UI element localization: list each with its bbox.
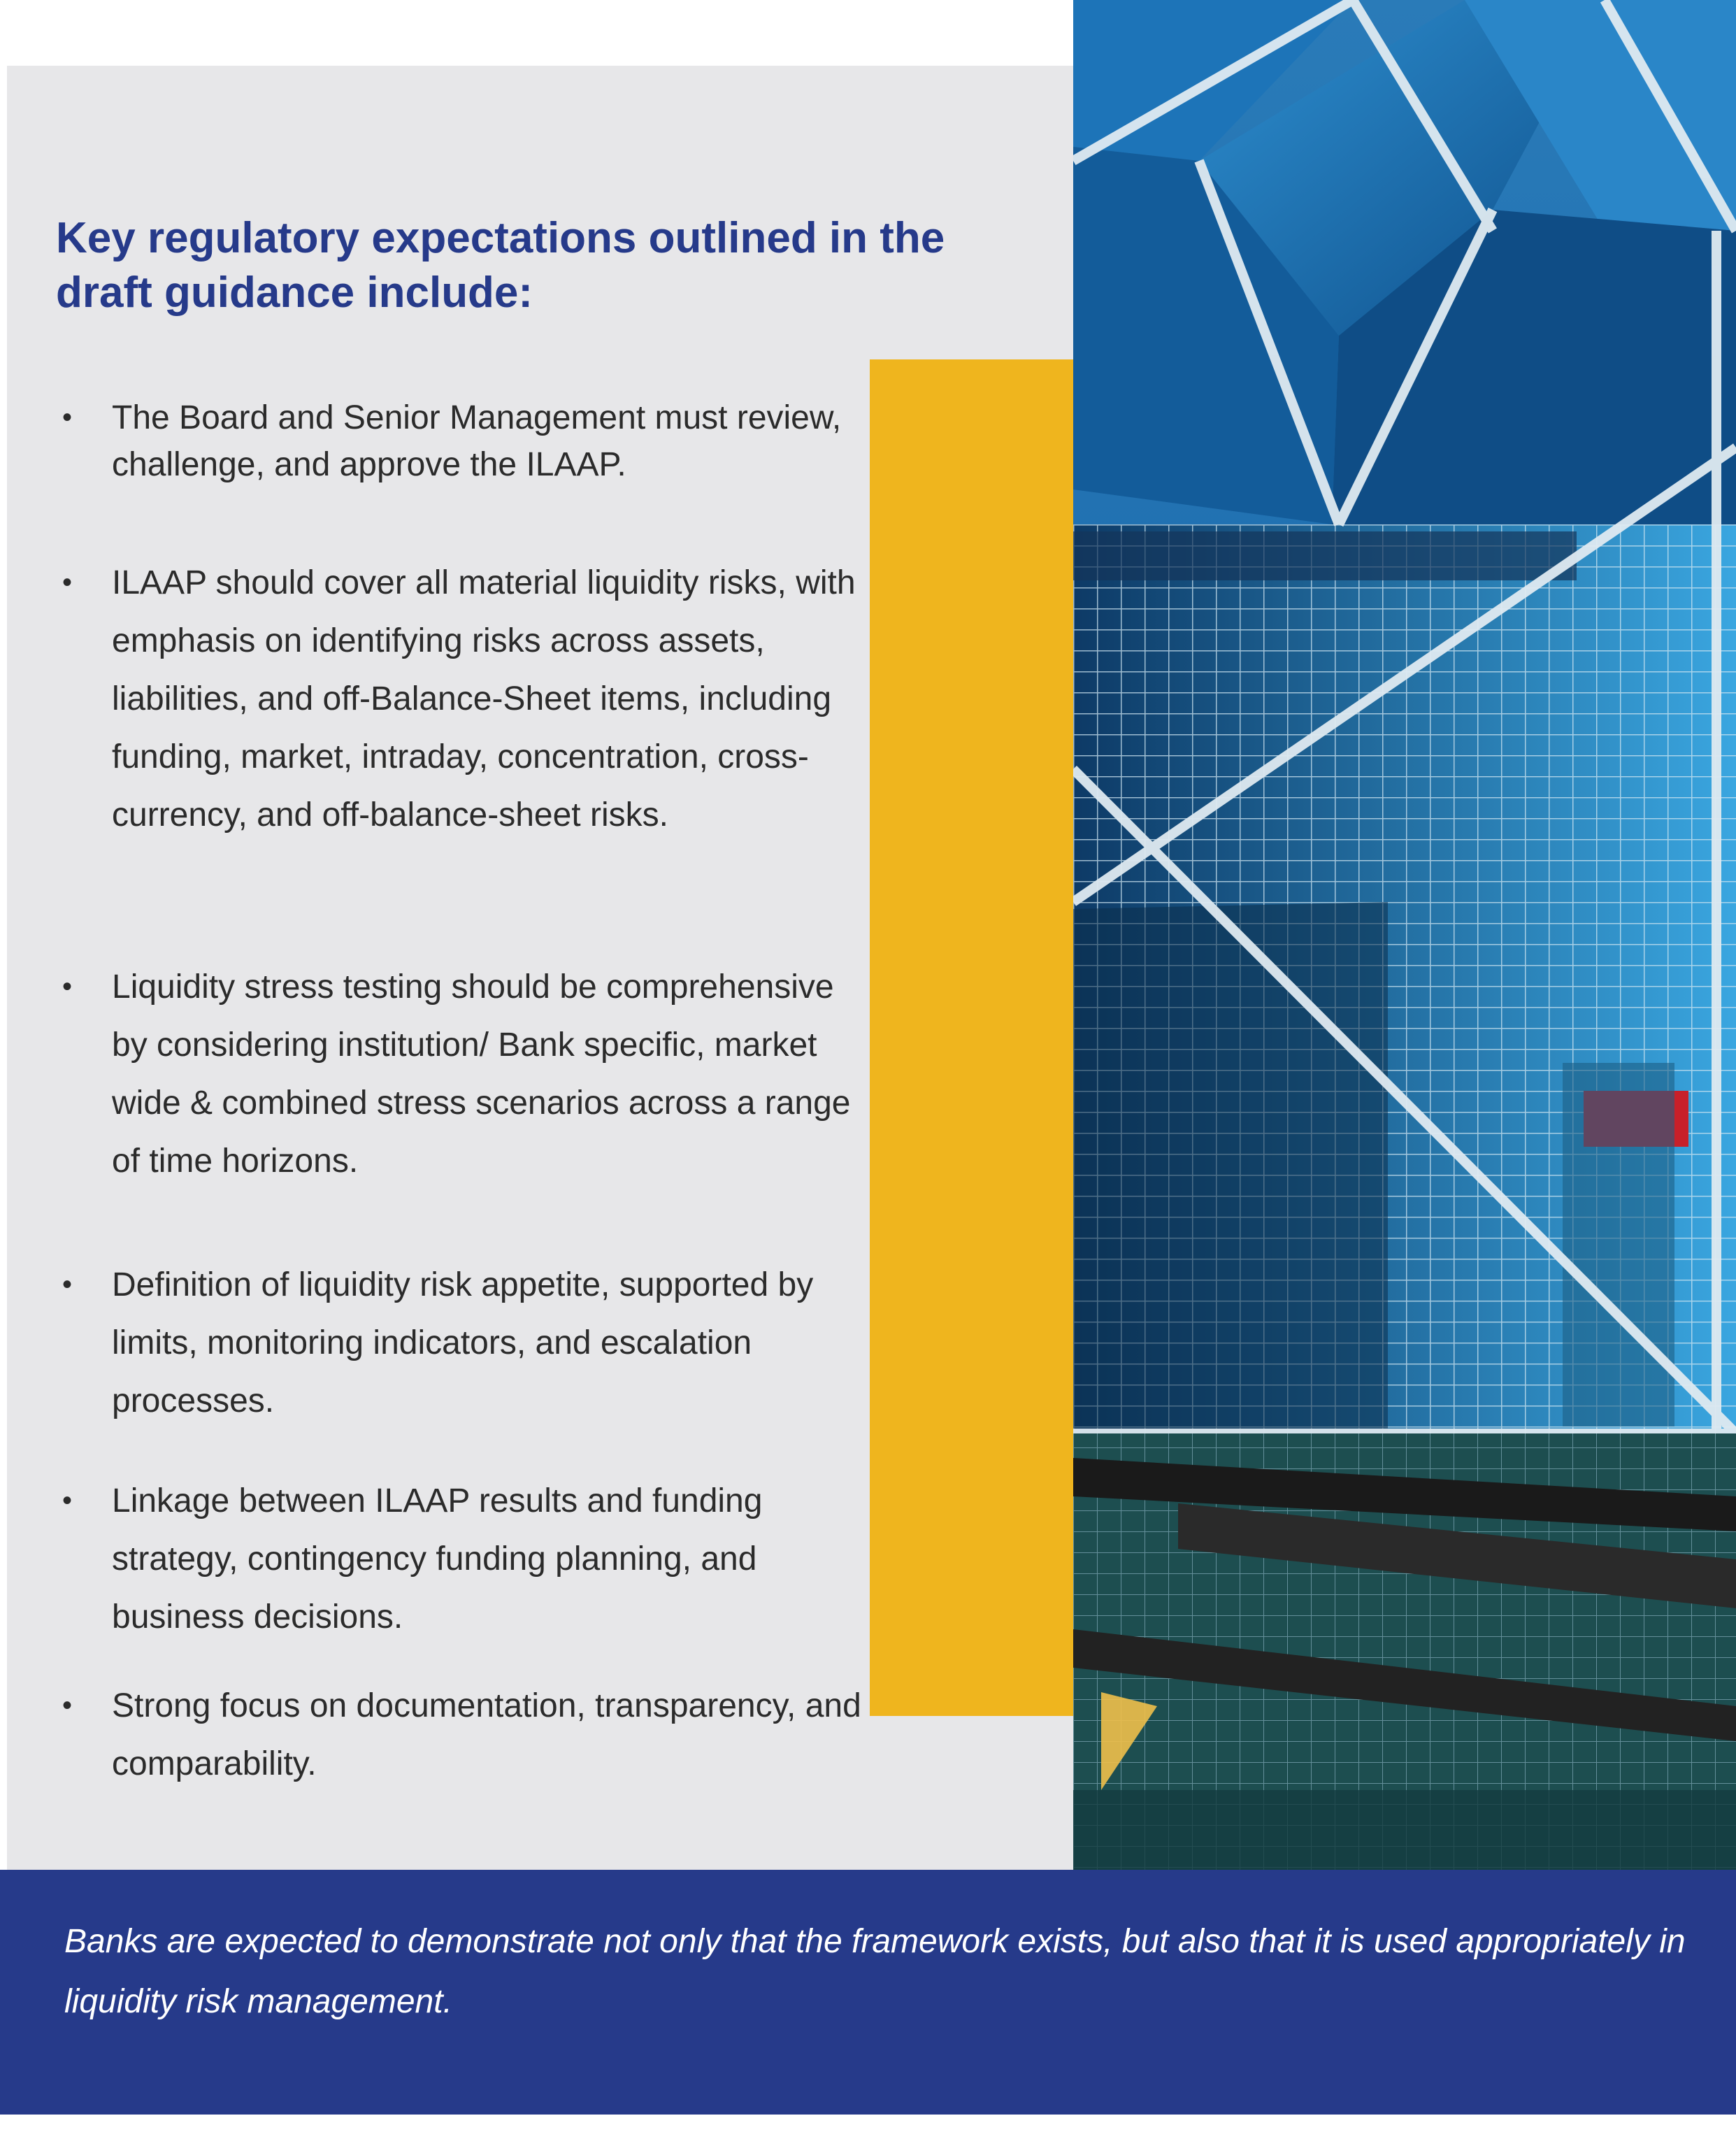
list-item-text: Definition of liquidity risk appetite, supported by limits, monitoring indicators, and escalation processes.: [112, 1266, 814, 1419]
list-item-text: Strong focus on documentation, transparency, and comparability.: [112, 1687, 861, 1782]
list-item-text: ILAAP should cover all material liquidity risks, with emphasis on identifying risks across assets, liabilities, and off-Balance-Sheet items, including funding, market, intraday, concentration, cross-currency, and off-balance-sheet risks.: [112, 564, 856, 834]
list-item: [62, 958, 867, 1190]
bullet-marker: •: [62, 1269, 73, 1300]
bullet-marker: •: [62, 567, 73, 598]
list-item: [62, 1677, 867, 1793]
accent-bar: [870, 359, 1074, 1716]
list-item: [62, 1256, 867, 1430]
bullet-marker: •: [62, 402, 73, 433]
bullet-marker: •: [62, 971, 73, 1002]
list-item: [62, 1472, 867, 1646]
list-item-text: Linkage between ILAAP results and funding strategy, contingency funding planning, and business decisions.: [112, 1482, 763, 1636]
building-photo: [1073, 0, 1736, 1870]
footer-note: Banks are expected to demonstrate not only that the framework exists, but also that it is used appropriately in liquidity risk management.: [64, 1923, 1686, 2020]
bullet-marker: •: [62, 1690, 73, 1721]
list-item-text: Liquidity stress testing should be comprehensive by considering institution/ Bank specific, market wide & combined stress scenarios across a range of time horizons.: [112, 968, 851, 1180]
list-item: [62, 554, 867, 844]
bullet-marker: •: [62, 1485, 73, 1516]
list-item: [62, 394, 867, 488]
list-item-text: The Board and Senior Management must review, challenge, and approve the ILAAP.: [112, 399, 842, 483]
section-heading: Key regulatory expectations outlined in the draft guidance include:: [56, 214, 945, 317]
footer-banner: [0, 1870, 1736, 2115]
